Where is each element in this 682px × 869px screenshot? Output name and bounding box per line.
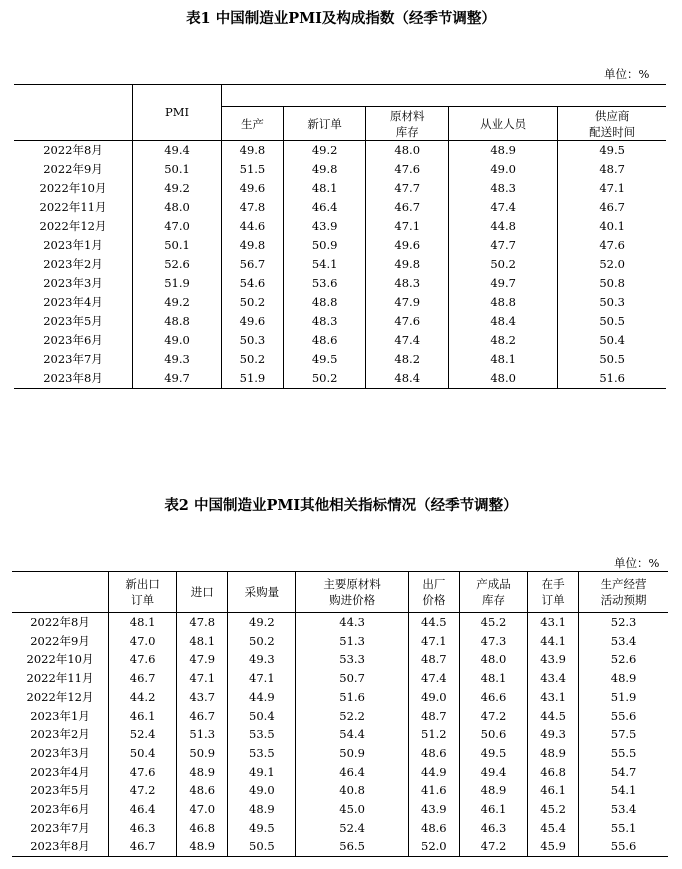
table2-cell: 45.2 <box>528 800 579 819</box>
table2-cell: 43.9 <box>528 650 579 669</box>
table2-cell: 49.1 <box>228 763 296 782</box>
table1-cell: 44.8 <box>449 217 558 236</box>
table1-cell: 47.7 <box>449 236 558 255</box>
table2-cell: 48.9 <box>177 763 228 782</box>
table-row <box>12 837 668 856</box>
table2-cell: 50.6 <box>459 725 527 744</box>
table2-cell: 46.6 <box>459 688 527 707</box>
table2-row-label: 2022年10月 <box>12 650 109 669</box>
table1-cell: 48.8 <box>283 293 366 312</box>
table2-cell: 47.8 <box>177 613 228 632</box>
table-row <box>12 800 668 819</box>
table1-cell: 40.1 <box>599 219 625 233</box>
table2-cell: 56.5 <box>296 837 408 856</box>
table2-cell: 46.7 <box>109 669 177 688</box>
table1-cell: 51.6 <box>599 371 625 385</box>
table-row <box>12 781 668 800</box>
table1-cell: 48.3 <box>283 312 366 331</box>
table1-header-col: 新订单 <box>283 107 366 141</box>
table2-cell: 48.9 <box>610 671 637 686</box>
table2-cell: 48.9 <box>528 744 579 763</box>
table1-cell: 50.5 <box>599 352 625 366</box>
table2-cell: 53.4 <box>610 802 637 817</box>
table2-cell: 55.5 <box>610 745 637 760</box>
table2-cell: 46.1 <box>109 707 177 726</box>
table2-cell: 50.4 <box>109 744 177 763</box>
table1-cell: 49.4 <box>133 141 222 161</box>
table2-cell: 54.7 <box>610 764 637 779</box>
table1-cell: 54.1 <box>283 255 366 274</box>
table1-cell: 50.2 <box>222 350 284 369</box>
table1-row-label: 2023年6月 <box>14 331 133 350</box>
table2-row-label: 2023年3月 <box>12 744 109 763</box>
table2-cell: 45.2 <box>459 613 527 632</box>
table2-cell: 50.5 <box>228 837 296 856</box>
table1-cell: 56.7 <box>222 255 284 274</box>
table1-body <box>14 141 666 389</box>
table1-row-label: 2023年3月 <box>14 274 133 293</box>
table2-cell: 51.6 <box>296 688 408 707</box>
table2-cell: 49.0 <box>408 688 459 707</box>
table2-row-label: 2022年11月 <box>12 669 109 688</box>
table2-cell: 53.3 <box>296 650 408 669</box>
table2-row-label: 2023年7月 <box>12 819 109 838</box>
table2-cell: 47.4 <box>408 669 459 688</box>
table1-cell: 47.6 <box>366 160 449 179</box>
table1-cell: 49.8 <box>222 141 284 161</box>
table2-unit: 单位：% <box>614 556 660 570</box>
table-row <box>12 819 668 838</box>
table2-cell: 49.3 <box>228 650 296 669</box>
table2-cell: 50.9 <box>296 744 408 763</box>
table-row <box>14 198 666 217</box>
table-row <box>14 274 666 293</box>
table2-cell: 52.6 <box>610 652 637 667</box>
table-row <box>12 763 668 782</box>
table1-cell: 47.7 <box>366 179 449 198</box>
table2-cell: 47.1 <box>228 669 296 688</box>
table1-row-label: 2023年2月 <box>14 255 133 274</box>
table2-cell: 52.4 <box>109 725 177 744</box>
table1-cell: 48.2 <box>366 350 449 369</box>
table2-cell: 50.9 <box>177 744 228 763</box>
table1-cell: 48.7 <box>599 162 625 176</box>
table2-cell: 49.3 <box>528 725 579 744</box>
table2-header-col: 主要原材料 购进价格 <box>296 572 408 613</box>
table1-cell: 49.2 <box>283 141 366 161</box>
table2-row-label: 2022年9月 <box>12 632 109 651</box>
table2-cell: 47.6 <box>109 763 177 782</box>
table2-cell: 49.4 <box>459 763 527 782</box>
table2-row-label: 2023年4月 <box>12 763 109 782</box>
table-row <box>14 179 666 198</box>
table1-cell: 48.2 <box>449 331 558 350</box>
table1-cell: 50.1 <box>133 236 222 255</box>
table1-cell: 46.7 <box>599 200 625 214</box>
table1-cell: 48.4 <box>366 369 449 389</box>
table2-cell: 46.1 <box>459 800 527 819</box>
table1-cell: 49.3 <box>133 350 222 369</box>
table-row <box>12 632 668 651</box>
table1-cell: 49.0 <box>133 331 222 350</box>
table1-cell: 51.9 <box>222 369 284 389</box>
table1-cell: 50.4 <box>599 333 625 347</box>
table1-cell: 50.9 <box>283 236 366 255</box>
table1-cell: 49.5 <box>599 143 625 157</box>
table2-cell: 54.1 <box>610 783 637 798</box>
table1-cell: 48.4 <box>449 312 558 331</box>
table2-header-col: 出厂 价格 <box>408 572 459 613</box>
table-row <box>14 141 666 161</box>
table2-cell: 45.0 <box>296 800 408 819</box>
table1-cell: 49.7 <box>449 274 558 293</box>
table1-cell: 52.6 <box>133 255 222 274</box>
table2-cell: 47.1 <box>177 669 228 688</box>
table1-row-label: 2022年11月 <box>14 198 133 217</box>
table2-cell: 52.3 <box>610 615 637 629</box>
table2-cell: 49.2 <box>228 613 296 632</box>
table2-cell: 44.2 <box>109 688 177 707</box>
table1-title: 表1 中国制造业PMI及构成指数（经季节调整） <box>186 10 496 27</box>
table1-cell: 47.4 <box>449 198 558 217</box>
table1-cell: 47.6 <box>599 238 625 252</box>
table2-cell: 51.3 <box>177 725 228 744</box>
table1-cell: 50.1 <box>133 160 222 179</box>
table1-row-label: 2023年7月 <box>14 350 133 369</box>
table1-row-label: 2022年12月 <box>14 217 133 236</box>
table2-cell: 52.2 <box>296 707 408 726</box>
table1-cell: 48.8 <box>449 293 558 312</box>
table2-header-col: 生产经营 活动预期 <box>579 572 668 613</box>
table2-cell: 50.2 <box>228 632 296 651</box>
table1-cell: 47.4 <box>366 331 449 350</box>
table2-cell: 53.5 <box>228 744 296 763</box>
table2-cell: 49.0 <box>228 781 296 800</box>
table1-cell: 50.2 <box>449 255 558 274</box>
table2-cell: 47.6 <box>109 650 177 669</box>
table-row <box>12 669 668 688</box>
table1-header-col: 从业人员 <box>449 107 558 141</box>
table-row <box>14 236 666 255</box>
table-row <box>12 650 668 669</box>
table2-header-col: 新出口 订单 <box>109 572 177 613</box>
table2-cell: 51.2 <box>408 725 459 744</box>
table2-cell: 52.4 <box>296 819 408 838</box>
table2-body <box>12 613 668 857</box>
table1-cell: 47.0 <box>133 217 222 236</box>
table2-cell: 43.1 <box>528 688 579 707</box>
table2-cell: 48.9 <box>177 837 228 856</box>
table2-cell: 45.9 <box>528 837 579 856</box>
table2-cell: 47.2 <box>109 781 177 800</box>
table1-cell: 48.0 <box>366 141 449 161</box>
table2-cell: 49.5 <box>228 819 296 838</box>
table2-cell: 47.2 <box>459 707 527 726</box>
table1-cell: 52.0 <box>599 257 625 271</box>
table2 <box>12 571 668 857</box>
table1-header-spacer <box>222 85 667 107</box>
table2-row-label: 2023年8月 <box>12 837 109 856</box>
table1-cell: 48.6 <box>283 331 366 350</box>
table2-cell: 46.3 <box>459 819 527 838</box>
table2-cell: 47.3 <box>459 632 527 651</box>
table1-header-pmi: PMI <box>133 85 222 141</box>
table2-header-col: 进口 <box>177 572 228 613</box>
table2-cell: 50.7 <box>296 669 408 688</box>
table1-cell: 50.2 <box>222 293 284 312</box>
table2-cell: 55.1 <box>610 820 637 835</box>
table1-cell: 47.1 <box>366 217 449 236</box>
table2-cell: 50.4 <box>228 707 296 726</box>
table2-cell: 53.4 <box>610 633 637 648</box>
table1-row-label: 2023年8月 <box>14 369 133 389</box>
table1-cell: 49.6 <box>366 236 449 255</box>
table2-header-col: 在手 订单 <box>528 572 579 613</box>
table2-cell: 44.5 <box>528 707 579 726</box>
table1-cell: 47.1 <box>599 181 625 195</box>
table1-cell: 48.0 <box>133 198 222 217</box>
table2-cell: 44.1 <box>528 632 579 651</box>
table-row <box>14 160 666 179</box>
table2-cell: 44.3 <box>296 613 408 632</box>
table-row <box>12 744 668 763</box>
table2-header-col: 采购量 <box>228 572 296 613</box>
table2-cell: 44.9 <box>408 763 459 782</box>
table1-cell: 48.8 <box>133 312 222 331</box>
table2-cell: 46.8 <box>177 819 228 838</box>
table-row <box>12 725 668 744</box>
table1-cell: 50.5 <box>599 314 625 328</box>
table1-cell: 49.2 <box>133 293 222 312</box>
table1-cell: 51.5 <box>222 160 284 179</box>
table2-header <box>12 572 668 613</box>
table2-cell: 48.1 <box>459 669 527 688</box>
table1-row-label: 2022年8月 <box>14 141 133 161</box>
table1 <box>14 84 666 389</box>
table2-cell: 48.6 <box>408 744 459 763</box>
table1-corner-cell <box>14 85 133 141</box>
table2-cell: 47.0 <box>177 800 228 819</box>
table2-cell: 48.1 <box>109 613 177 632</box>
table1-cell: 49.8 <box>283 160 366 179</box>
table1-cell: 49.8 <box>222 236 284 255</box>
table1-header-col: 原材料 库存 <box>366 107 449 141</box>
table1-cell: 49.0 <box>449 160 558 179</box>
table2-cell: 46.4 <box>296 763 408 782</box>
table-row <box>12 688 668 707</box>
table2-cell: 47.1 <box>408 632 459 651</box>
table2-row-label: 2023年1月 <box>12 707 109 726</box>
table2-cell: 48.9 <box>228 800 296 819</box>
table1-cell: 47.9 <box>366 293 449 312</box>
table1-cell: 49.7 <box>133 369 222 389</box>
table2-cell: 48.6 <box>177 781 228 800</box>
table2-cell: 55.6 <box>610 839 637 854</box>
table2-cell: 52.0 <box>408 837 459 856</box>
table1-cell: 48.3 <box>366 274 449 293</box>
table1-cell: 48.0 <box>449 369 558 389</box>
table1-cell: 44.6 <box>222 217 284 236</box>
table1-row-label: 2023年5月 <box>14 312 133 331</box>
table1-cell: 48.3 <box>449 179 558 198</box>
table1-cell: 48.1 <box>449 350 558 369</box>
table1-cell: 50.3 <box>222 331 284 350</box>
table2-cell: 48.9 <box>459 781 527 800</box>
table1-cell: 48.9 <box>449 141 558 161</box>
table1-row-label: 2023年4月 <box>14 293 133 312</box>
table2-cell: 47.0 <box>109 632 177 651</box>
table1-row-label: 2023年1月 <box>14 236 133 255</box>
table1-row-label: 2022年9月 <box>14 160 133 179</box>
table2-cell: 46.4 <box>109 800 177 819</box>
table1-cell: 53.6 <box>283 274 366 293</box>
table2-cell: 40.8 <box>296 781 408 800</box>
table1-cell: 50.8 <box>599 276 625 290</box>
table1-cell: 51.9 <box>133 274 222 293</box>
table2-cell: 46.3 <box>109 819 177 838</box>
table-row <box>14 312 666 331</box>
table1-header-col: 生产 <box>222 107 284 141</box>
table2-cell: 57.5 <box>610 727 637 742</box>
table2-cell: 48.1 <box>177 632 228 651</box>
table2-row-label: 2023年2月 <box>12 725 109 744</box>
table2-cell: 46.8 <box>528 763 579 782</box>
table1-cell: 47.8 <box>222 198 284 217</box>
table2-cell: 51.3 <box>296 632 408 651</box>
table2-cell: 41.6 <box>408 781 459 800</box>
table2-cell: 48.7 <box>408 650 459 669</box>
table-row <box>14 217 666 236</box>
table2-cell: 44.5 <box>408 613 459 632</box>
table2-cell: 43.7 <box>177 688 228 707</box>
table-row <box>14 369 666 389</box>
table2-row-label: 2022年8月 <box>12 613 109 632</box>
table2-cell: 48.7 <box>408 707 459 726</box>
table1-cell: 48.1 <box>283 179 366 198</box>
table2-cell: 53.5 <box>228 725 296 744</box>
table1-cell: 46.7 <box>366 198 449 217</box>
table2-cell: 45.4 <box>528 819 579 838</box>
table2-row-label: 2023年5月 <box>12 781 109 800</box>
table2-cell: 51.9 <box>610 689 637 704</box>
table1-cell: 50.2 <box>283 369 366 389</box>
table1-cell: 49.8 <box>366 255 449 274</box>
table2-cell: 46.7 <box>177 707 228 726</box>
table1-cell: 49.2 <box>133 179 222 198</box>
table2-cell: 44.9 <box>228 688 296 707</box>
table-row <box>14 331 666 350</box>
table1-cell: 50.3 <box>599 295 625 309</box>
table2-cell: 55.6 <box>610 708 637 723</box>
table2-cell: 43.4 <box>528 669 579 688</box>
table2-cell: 46.1 <box>528 781 579 800</box>
table1-cell: 54.6 <box>222 274 284 293</box>
table-row <box>14 293 666 312</box>
table2-cell: 47.9 <box>177 650 228 669</box>
table1-cell: 49.5 <box>283 350 366 369</box>
table2-corner-cell <box>12 572 109 613</box>
table2-cell: 46.7 <box>109 837 177 856</box>
table-row <box>14 255 666 274</box>
table2-cell: 48.6 <box>408 819 459 838</box>
table-row <box>12 613 668 632</box>
table2-header-col: 产成品 库存 <box>459 572 527 613</box>
table1-cell: 43.9 <box>283 217 366 236</box>
table1-row-label: 2022年10月 <box>14 179 133 198</box>
table2-cell: 43.9 <box>408 800 459 819</box>
table2-row-label: 2023年6月 <box>12 800 109 819</box>
table2-cell: 43.1 <box>528 613 579 632</box>
table2-cell: 47.2 <box>459 837 527 856</box>
table2-cell: 49.5 <box>459 744 527 763</box>
table1-unit: 单位：% <box>604 67 650 81</box>
table-row <box>14 350 666 369</box>
table1-cell: 49.6 <box>222 179 284 198</box>
table-row <box>12 707 668 726</box>
table1-cell: 49.6 <box>222 312 284 331</box>
table2-cell: 54.4 <box>296 725 408 744</box>
table2-row-label: 2022年12月 <box>12 688 109 707</box>
table1-cell: 47.6 <box>366 312 449 331</box>
table1-header <box>14 85 666 141</box>
table2-title: 表2 中国制造业PMI其他相关指标情况（经季节调整） <box>164 497 518 514</box>
table1-header-col: 供应商 配送时间 <box>558 107 666 141</box>
table2-cell: 48.0 <box>459 650 527 669</box>
table1-cell: 46.4 <box>283 198 366 217</box>
